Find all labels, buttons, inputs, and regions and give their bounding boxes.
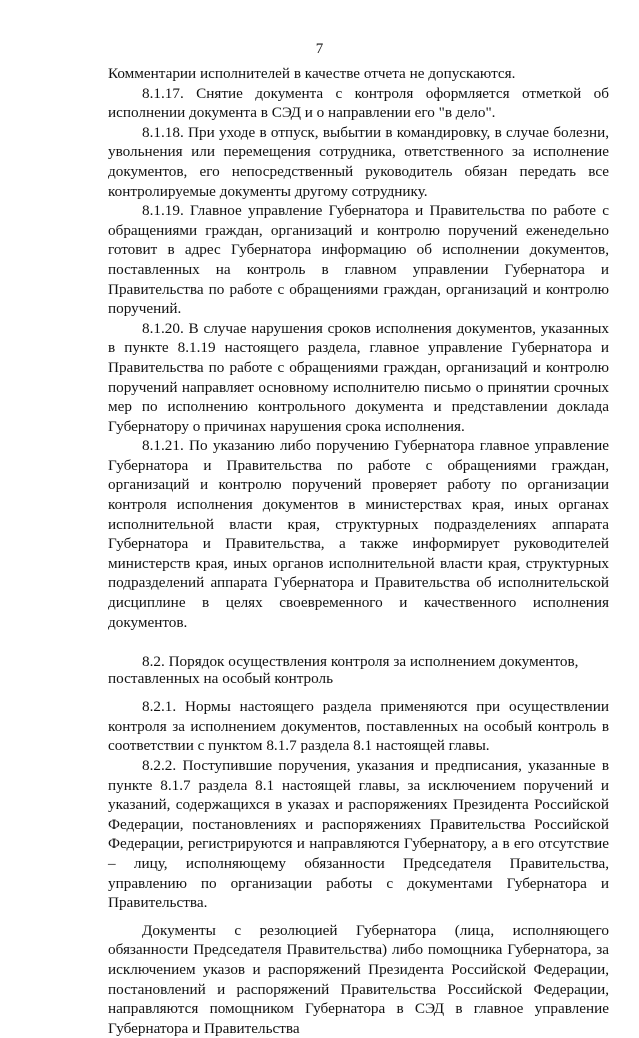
paragraph-resolution-documents: Документы с резолюцией Губернатора (лица, исполняющего обязанности Председателя Правительства) либо помощника Губернатора, за исключением указов и распоряжений Президента Российской Федерации, постановлений и распоряжений Правительства Российской Федерации, направляются помощником Губернатора в СЭД в главное управление Губернатора и Правительства (108, 921, 609, 1037)
paragraph-8-1-19: 8.1.19. Главное управление Губернатора и Правительства по работе с обращениями граждан, организаций и контролю поручений еженедельно готовит в адрес Губернатора информацию об исполнении документов, поставленных на контроль в главном управлении Губернатора и Правительства по работе с обращениями граждан, организаций и контролю поручений. (108, 202, 609, 318)
paragraph-8-1-17: 8.1.17. Снятие документа с контроля оформляется отметкой об исполнении документа в СЭД и о направлении его "в дело". (108, 84, 609, 122)
section-heading-8-2: 8.2. Порядок осуществления контроля за исполнением документов, поставленных на особый контроль (108, 653, 579, 687)
document-body (108, 64, 609, 1038)
paragraph-8-1-21: 8.1.21. По указанию либо поручению Губернатора главное управление Губернатора и Правительства по работе с обращениями граждан, организаций и контролю поручений проверяет работу по организации контроля исполнения документов в министерствах края, иных органах исполнительной власти края, структурных подразделениях аппарата Губернатора и Правительства, а также информирует руководителей министерств края, иных органов исполнительной власти края, структурных подразделений аппарата Губернатора и Правительства об исполнительской дисциплине в целях своевременного и качественного исполнения документов. (108, 437, 609, 631)
paragraph-8-1-20: 8.1.20. В случае нарушения сроков исполнения документов, указанных в пункте 8.1.19 настоящего раздела, главное управление Губернатора и Правительства по работе с обращениями граждан, организаций и контролю поручений направляет основному исполнителю письмо о принятии срочных мер по исполнению контрольного документа и представлении доклада Губернатору о причинах нарушения срока исполнения. (108, 319, 609, 435)
paragraph-8-2-2: 8.2.2. Поступившие поручения, указания и предписания, указанные в пункте 8.1.7 раздела 8.1 настоящей главы, за исключением поручений и указаний, содержащихся в указах и распоряжениях Президента Российской Федерации, постановлениях и распоряжениях Правительства Российской Федерации, регистрируются и направляются Губернатору, а в его отсутствие – лицу, исполняющему обязанности Председателя Правительства, управлению по организации работы с документами Губернатора и Правительства. (108, 757, 609, 912)
paragraph-8-2-1: 8.2.1. Нормы настоящего раздела применяются при осуществлении контроля за исполнением документов, поставленных на особый контроль в соответствии с пунктом 8.1.7 раздела 8.1 настоящей главы. (108, 698, 609, 755)
page-number: 7 (315, 41, 324, 57)
paragraph-comments: Комментарии исполнителей в качестве отчета не допускаются. (108, 65, 516, 82)
paragraph-8-1-18: 8.1.18. При уходе в отпуск, выбытии в командировку, в случае болезни, увольнения или перемещения сотрудника, ответственного за исполнение документов, его непосредственный руководитель обязан передать все контролируемые документы другому сотруднику. (108, 123, 609, 200)
